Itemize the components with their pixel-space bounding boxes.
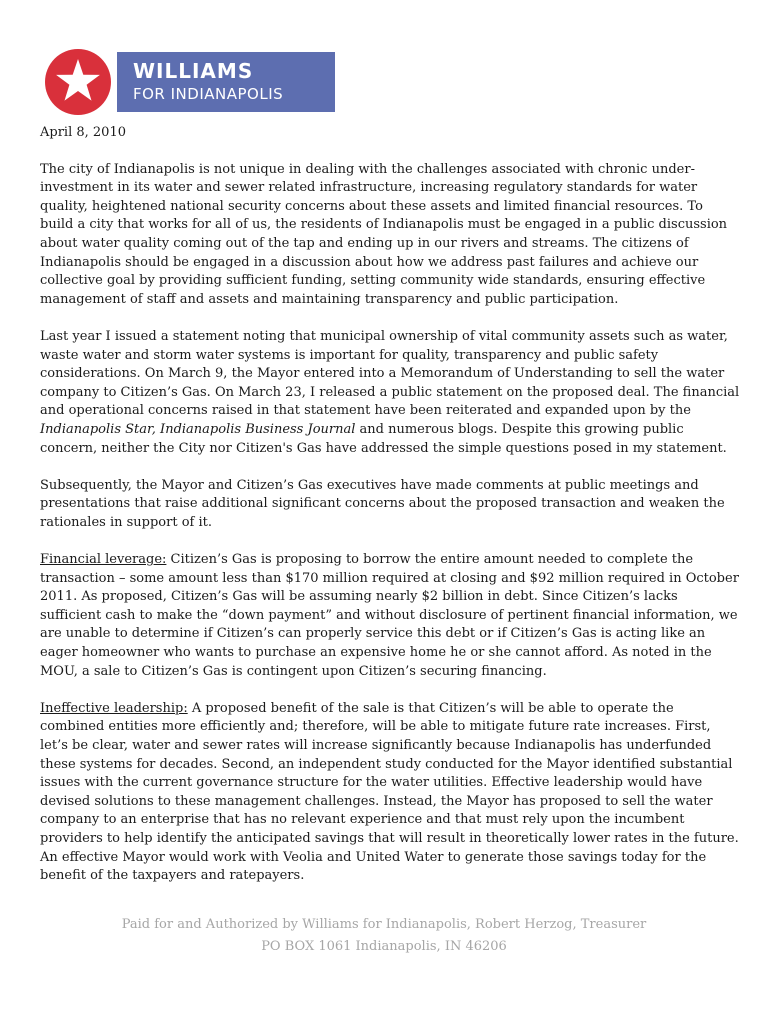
paragraph-financial-leverage <box>40 551 740 681</box>
financial-leverage-heading: Financial leverage: <box>40 552 167 568</box>
star-icon <box>45 49 111 115</box>
paragraph-ineffective-leadership <box>40 700 740 886</box>
publication-names: Indianapolis Star, Indianapolis Business Journal <box>40 421 356 437</box>
logo-name: WILLIAMS <box>133 59 254 83</box>
disclaimer-footer <box>0 914 768 958</box>
letter-body <box>40 124 740 904</box>
paragraph-statement <box>40 328 740 458</box>
paragraph-statement-text-end: and numerous blogs. Despite this growing public concern, neither the City nor Citizen's Gas have addressed the simple questions posed in my statement. <box>40 421 727 456</box>
financial-leverage-body: Citizen’s Gas is proposing to borrow the entire amount needed to complete the transaction – some amount less than $170 million required at closing and $92 million required in October 2011. As proposed, Citizen’s Gas will be assuming nearly $2 billion in debt. Since Citizen’s lacks sufficient cash to make the “down payment” and without disclosure of pertinent financial information, we are unable to determine if Citizen’s can properly service this debt or if Citizen’s Gas is acting like an eager homeowner who wants to purchase an expensive home he or she cannot afford. As noted in the MOU, a sale to Citizen’s Gas is contingent upon Citizen’s securing financing. <box>40 552 739 679</box>
campaign-logo <box>45 49 335 115</box>
footer-address: PO BOX 1061 Indianapolis, IN 46206 <box>261 939 507 954</box>
logo-circle <box>45 49 111 115</box>
paragraph-statement-text: Last year I issued a statement noting that municipal ownership of vital community assets such as water, waste water and storm water systems is important for quality, transparency and public safety considerations. On March 9, the Mayor entered into a Memorandum of Understanding to sell the water company to Citizen’s Gas. On March 23, I released a public statement on the proposed deal. The financial and operational concerns raised in that statement have been reiterated and expanded upon by the <box>40 328 740 419</box>
footer-authorization: Paid for and Authorized by Williams for Indianapolis, Robert Herzog, Treasurer <box>121 917 647 932</box>
letter-date: April 8, 2010 <box>40 125 126 140</box>
ineffective-leadership-body: A proposed benefit of the sale is that Citizen’s will be able to operate the combined entities more efficiently and; therefore, will be able to mitigate future rate increases. First, let’s be clear, water and sewer rates will increase significantly because Indianapolis has underfunded these systems for decades. Second, an independent study conducted for the Mayor identified substantial issues with the current governance structure for the water utilities. Effective leadership would have devised solutions to these management challenges. Instead, the Mayor has proposed to sell the water company to an enterprise that has no relevant experience and that must rely upon the incumbent providers to help identify the anticipated savings that will result in theoretically lower rates in the future. An effective Mayor would work with Veolia and United Water to generate those savings today for the benefit of the taxpayers and ratepayers. <box>40 700 739 884</box>
logo-banner <box>117 52 335 112</box>
paragraph-subsequently: Subsequently, the Mayor and Citizen’s Gas executives have made comments at public meetings and presentations that raise additional significant concerns about the proposed transaction and weaken the rationales in support of it. <box>40 477 725 530</box>
ineffective-leadership-heading: Ineffective leadership: <box>40 700 188 716</box>
logo-subtitle: FOR INDIANAPOLIS <box>133 85 284 103</box>
paragraph-intro: The city of Indianapolis is not unique in dealing with the challenges associated with chronic under-investment in its water and sewer related infrastructure, increasing regulatory standards for water quality, heightened national security concerns about these assets and limited financial resources. To build a city that works for all of us, the residents of Indianapolis must be engaged in a public discussion about water quality coming out of the tap and ending up in our rivers and streams. The citizens of Indianapolis should be engaged in a discussion about how we address past failures and achieve our collective goal by providing sufficient funding, setting community wide standards, ensuring effective management of staff and assets and maintaining transparency and public participation. <box>40 161 728 307</box>
